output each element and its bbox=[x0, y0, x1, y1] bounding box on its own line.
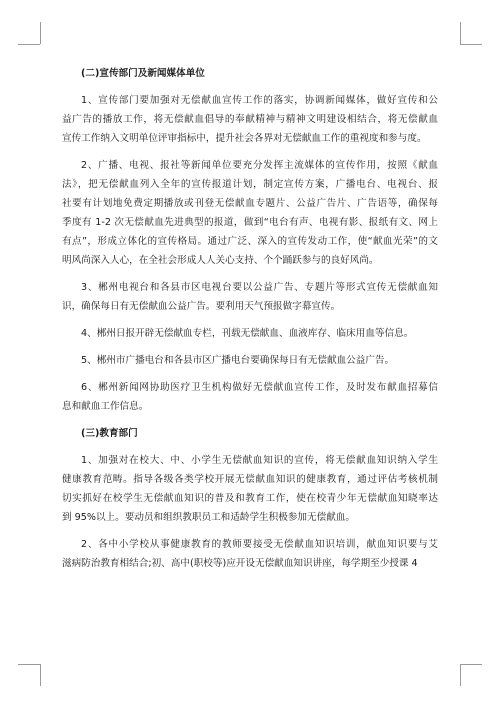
paragraph-line: 5、郴州市广播电台和各县市区广播电台要确保每日有无偿献血公益广告。 bbox=[81, 355, 395, 366]
paragraph-line: 2、各中小学校从事健康教育的教师要接受无偿献血知识培训，献血知识要与艾 bbox=[81, 539, 438, 550]
paragraph-line: 有点”，形成立体化的宣传格局。通过广泛、深入的宣传发动工作，使“献血光荣”的文 bbox=[62, 236, 438, 247]
paragraph-line: 6、郴州新闻网协助医疗卫生机构做好无偿献血宣传工作，及时发布献血招募信 bbox=[81, 382, 438, 393]
crop-mark-bottom-left bbox=[18, 664, 40, 665]
crop-mark-top-left bbox=[18, 44, 40, 45]
paragraph-line: 1、加强对在校大、中、小学生无偿献血知识的宣传，将无偿献血知识纳入学生 bbox=[81, 455, 438, 466]
paragraph-line: 4、郴州日报开辟无偿献血专栏，刊载无偿献血、血液库存、临床用血等信息。 bbox=[81, 328, 414, 339]
section-education-paragraphs bbox=[62, 451, 438, 573]
paragraph-line: 1、宣传部门要加强对无偿献血宣传工作的落实，协调新闻媒体，做好宣传和公 bbox=[81, 95, 438, 106]
paragraph bbox=[62, 378, 438, 416]
crop-mark-bottom-left bbox=[40, 664, 41, 686]
paragraph-line: 宣传工作纳入文明单位评审指标中，提升社会各界对无偿献血工作的重视度和参与度。 bbox=[62, 133, 427, 144]
paragraph bbox=[62, 278, 438, 316]
paragraph-line: 法》，把无偿献血列入全年的宣传报道计划，制定宣传方案，广播电台、电视台、报 bbox=[62, 179, 438, 190]
crop-mark-top-right bbox=[460, 44, 482, 45]
paragraph-line: 滋病防治教育相结合;初、高中(职校等)应开设无偿献血知识讲座，每学期至少授课 4 bbox=[62, 558, 418, 569]
paragraph bbox=[62, 535, 438, 573]
crop-mark-top-left bbox=[40, 22, 41, 44]
paragraph-line: 到 95%以上。要动员和组织教职员工和适龄学生积极参加无偿献血。 bbox=[62, 512, 355, 523]
paragraph bbox=[62, 351, 438, 370]
paragraph-line: 健康教育范畴。指导各级各类学校开展无偿献血知识的健康教育，通过评估考核机制 bbox=[62, 474, 438, 485]
crop-mark-top-right bbox=[460, 22, 461, 44]
paragraph-line: 切实抓好在校学生无偿献血知识的普及和教育工作，使在校青少年无偿献血知晓率达 bbox=[62, 493, 438, 504]
paragraph bbox=[62, 451, 438, 527]
paragraph-line: 3、郴州电视台和各县市区电视台要以公益广告、专题片等形式宣传无偿献血知 bbox=[81, 282, 438, 293]
paragraph-line: 季度有 1-2 次无偿献血先进典型的报道，做到“电台有声、电视有影、报纸有文、网上 bbox=[62, 217, 438, 228]
paragraph bbox=[62, 324, 438, 343]
section-publicity-paragraphs bbox=[62, 91, 438, 416]
paragraph-line: 明风尚深入人心，在全社会形成人人关心支持、个个踊跃参与的良好风尚。 bbox=[62, 255, 379, 266]
document-body bbox=[62, 64, 438, 581]
paragraph-line: 识，确保每日有无偿献血公益广告。要利用天气预报做字幕宣传。 bbox=[62, 301, 341, 312]
paragraph-line: 息和献血工作信息。 bbox=[62, 401, 149, 412]
section-heading-publicity: (二)宣传部门及新闻媒体单位 bbox=[81, 68, 205, 79]
paragraph bbox=[62, 156, 438, 270]
section-heading-education: (三)教育部门 bbox=[81, 428, 138, 439]
crop-mark-bottom-right bbox=[460, 664, 461, 686]
paragraph-line: 2、广播、电视、报社等新闻单位要充分发挥主流媒体的宣传作用，按照《献血 bbox=[81, 160, 438, 171]
paragraph bbox=[62, 91, 438, 148]
paragraph-line: 益广告的播放工作，将无偿献血倡导的奉献精神与精神文明建设相结合，将无偿献血 bbox=[62, 114, 438, 125]
paragraph-line: 社要有计划地免费定期播放或刊登无偿献血专题片、公益广告片、广告语等，确保每 bbox=[62, 198, 438, 209]
crop-mark-bottom-right bbox=[460, 664, 482, 665]
